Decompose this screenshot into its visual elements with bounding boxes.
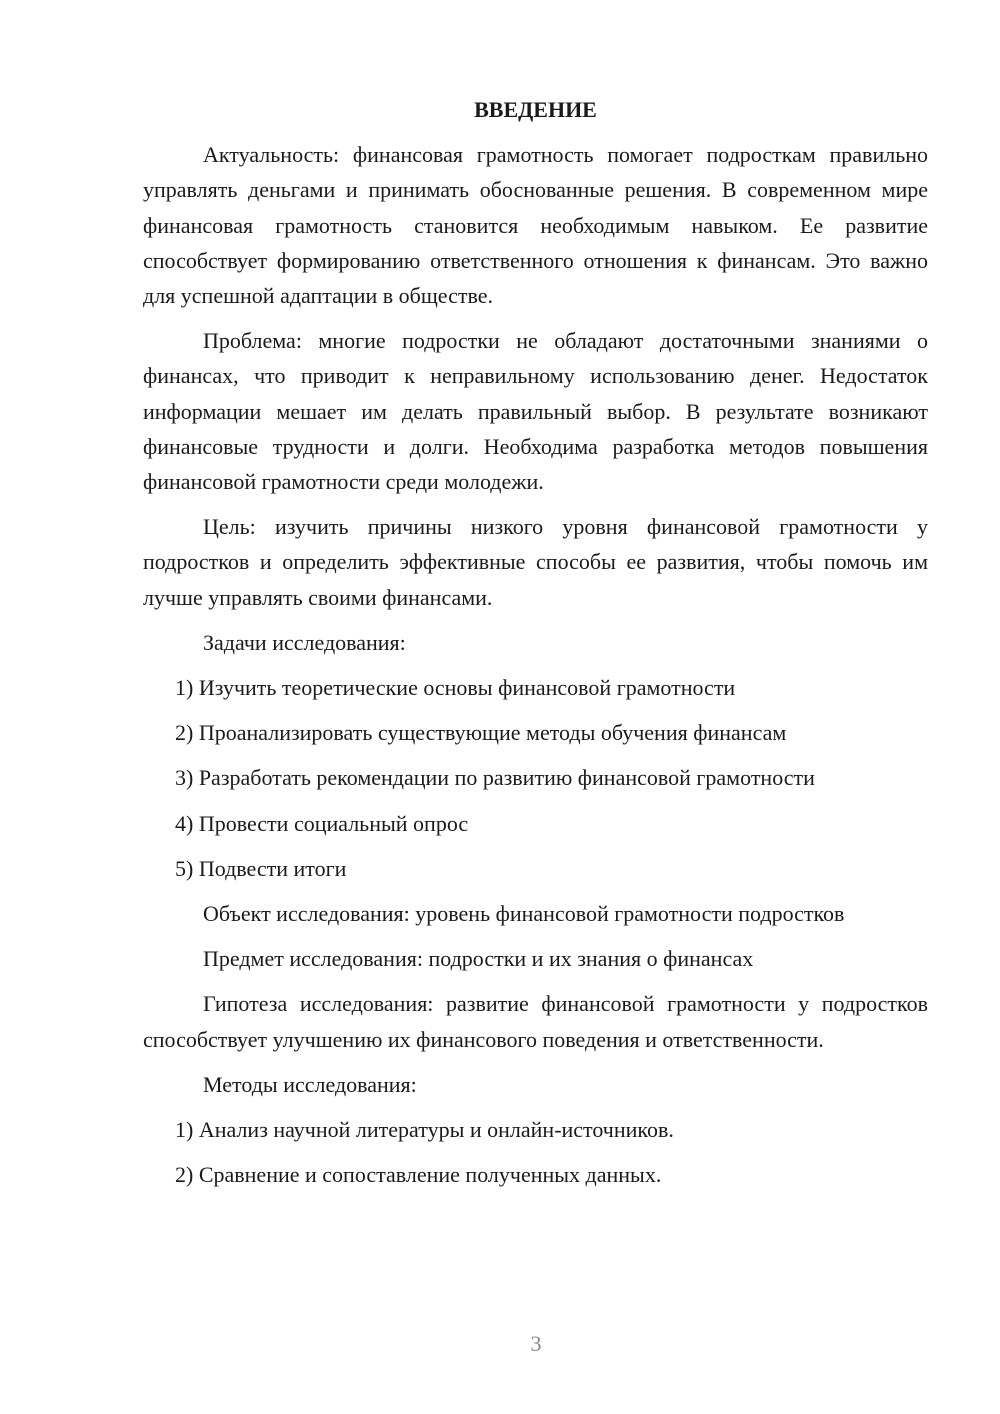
problem-paragraph: Проблема: многие подростки не обладают достаточными знаниями о финансах, что приводит к неправильному использованию денег. Недостаток информации мешает им делать правильный выбор. В результате возникают финансовые трудности и долги. Необходима разработка методов повышения финансовой грамотности среди молодежи. xyxy=(143,328,928,495)
relevance-paragraph: Актуальность: финансовая грамотность помогает подросткам правильно управлять деньгами и принимать обоснованные решения. В современном мире финансовая грамотность становится необходимым навыком. Ее развитие способствует формированию ответственного отношения к финансам. Это важно для успешной адаптации в обществе. xyxy=(143,142,928,309)
task-item: 5) Подвести итоги xyxy=(175,855,347,881)
page-content xyxy=(143,92,928,1202)
page-heading: ВВЕДЕНИЕ xyxy=(474,97,597,122)
method-item: 1) Анализ научной литературы и онлайн-источников. xyxy=(175,1117,674,1143)
goal-paragraph: Цель: изучить причины низкого уровня финансовой грамотности у подростков и определить эффективные способы ее развития, чтобы помочь им лучше управлять своими финансами. xyxy=(143,514,928,610)
task-item: 3) Разработать рекомендации по развитию финансовой грамотности xyxy=(175,765,815,791)
page-number: 3 xyxy=(530,1331,542,1356)
subject-paragraph: Предмет исследования: подростки и их знания о финансах xyxy=(203,946,754,972)
tasks-title: Задачи исследования: xyxy=(203,629,406,655)
task-item: 1) Изучить теоретические основы финансовой грамотности xyxy=(175,675,736,701)
hypothesis-paragraph: Гипотеза исследования: развитие финансовой грамотности у подростков способствует улучшению их финансового поведения и ответственности. xyxy=(143,991,928,1052)
methods-title: Методы исследования: xyxy=(203,1071,417,1097)
object-paragraph: Объект исследования: уровень финансовой грамотности подростков xyxy=(203,901,845,927)
task-item: 2) Проанализировать существующие методы обучения финансам xyxy=(175,720,787,746)
task-item: 4) Провести социальный опрос xyxy=(175,810,469,836)
method-item: 2) Сравнение и сопоставление полученных данных. xyxy=(175,1162,662,1188)
